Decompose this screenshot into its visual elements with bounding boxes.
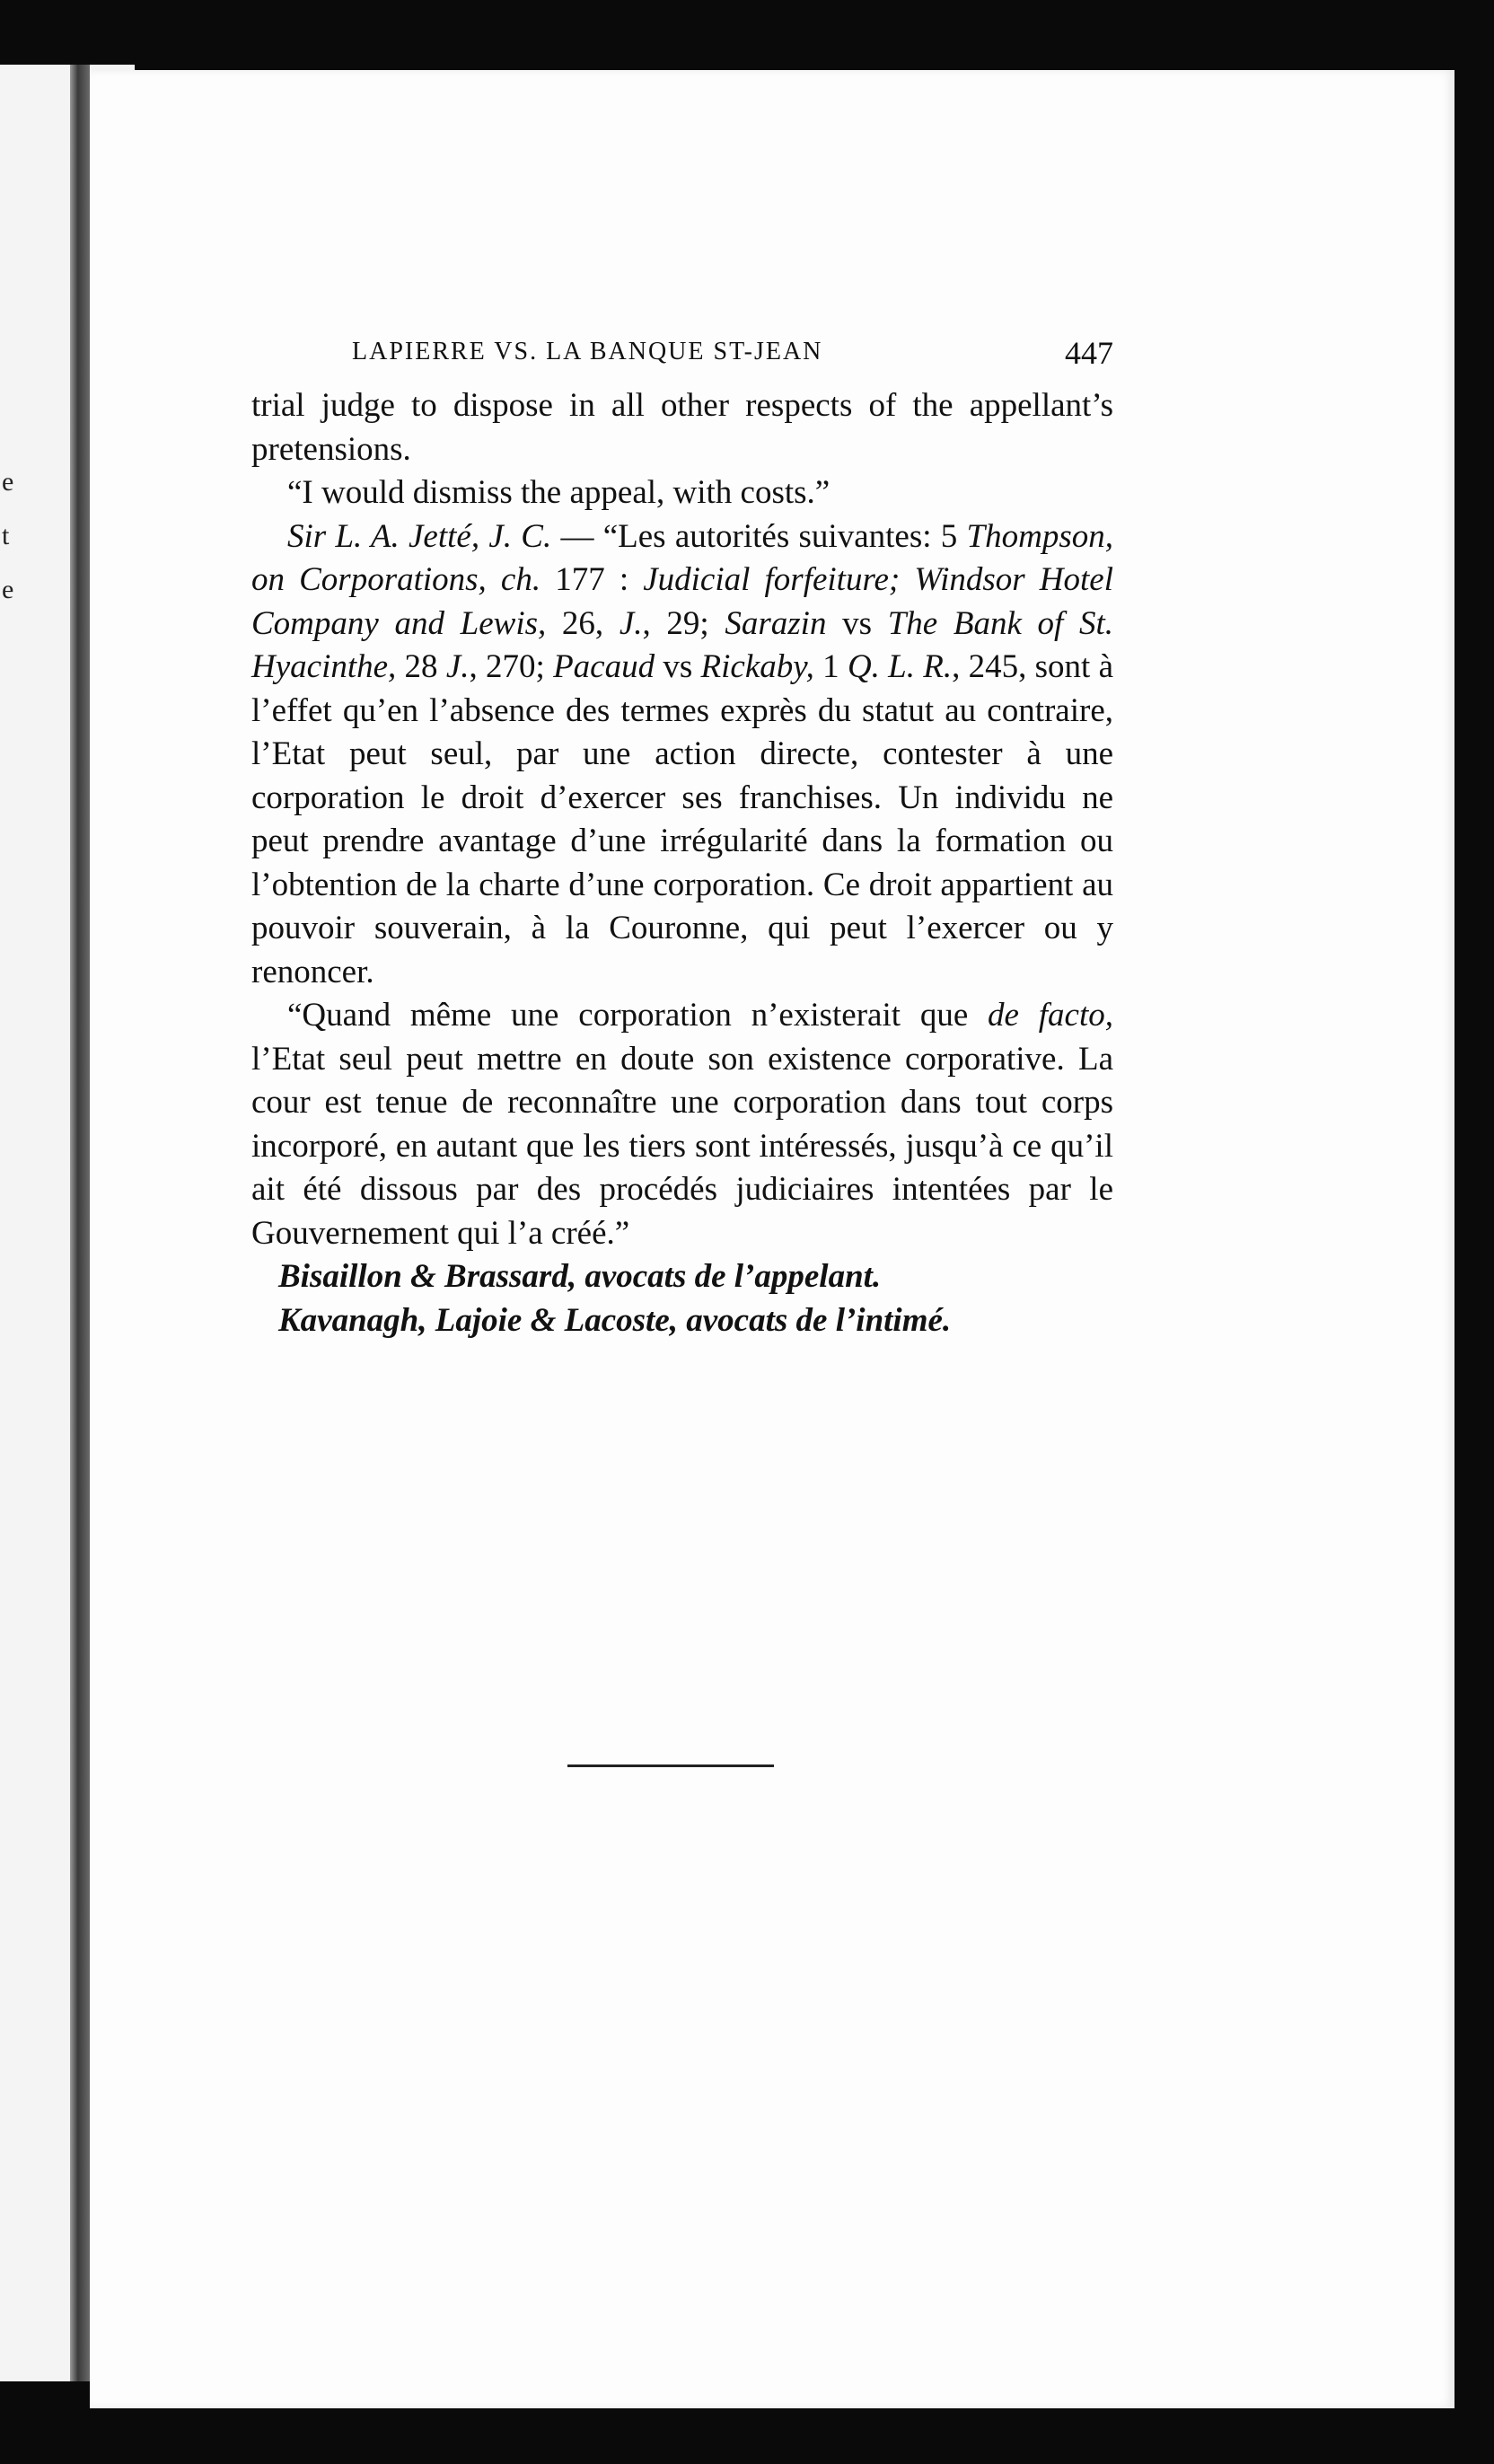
paragraph xyxy=(251,515,1113,995)
citation: Sarazin xyxy=(725,604,827,642)
citation: Rickaby, xyxy=(700,648,814,685)
facing-page-letter: e xyxy=(2,467,14,497)
end-rule xyxy=(567,1764,774,1767)
page-body xyxy=(251,384,1113,1342)
speaker-name: Sir L. A. Jetté, J. C. xyxy=(287,517,552,555)
citation: The Bank of St. Hyacinthe, xyxy=(251,604,1114,685)
citation: J. xyxy=(619,604,643,642)
text-run: vs xyxy=(655,648,701,685)
text-run: 26, xyxy=(546,604,620,642)
citation: Q. L. R. xyxy=(847,648,953,685)
text-run: l’Etat seul peut mettre en doute son existence corporative. La cour est tenue de reconnaître une corporation dans tout corps incorporé, en autant que les tiers sont intéressés, jusqu’à ce qu’il ait été dissous par des procédés judiciaires intentées par le Gouvernement qui l’a créé.” xyxy=(251,1040,1113,1252)
paragraph: trial judge to dispose in all other respects of the appellant’s pretensions. xyxy=(251,387,1113,468)
text-run: vs xyxy=(826,604,888,642)
text-run: , 270; xyxy=(469,648,554,685)
facing-page-letter: t xyxy=(2,521,10,550)
text-run: “Quand même une corporation n’existerait que xyxy=(287,997,989,1034)
counsel-respondent: Kavanagh, Lajoie & Lacoste, avocats de l’intimé. xyxy=(278,1301,952,1339)
citation: J. xyxy=(445,648,470,685)
text-run: 28 xyxy=(396,648,446,685)
citation: Pacaud xyxy=(553,648,655,685)
paragraph: “I would dismiss the appeal, with costs.” xyxy=(287,474,830,511)
counsel-appellant: Bisaillon & Brassard, avocats de l’appelant. xyxy=(278,1258,882,1295)
text-run: — “Les autorités suivantes: 5 xyxy=(551,517,967,555)
running-title: LAPIERRE VS. LA BANQUE ST-JEAN xyxy=(352,338,823,365)
paragraph xyxy=(251,994,1113,1255)
text-run: , 29; xyxy=(642,604,725,642)
citation: Thompson, on Corporations, ch. xyxy=(251,517,1113,598)
book-gutter xyxy=(70,65,90,2381)
text-run: , 245, sont à l’effet qu’en l’absence des termes exprès du statut au contraire, l’Etat peut seul, par une action directe, contester à une corporation le droit d’exercer ses franchises. Un individu ne peut prendre avantage d’une irrégularité dans la formation ou l’obtention de la charte d’une corporation. Ce droit appartient au pouvoir souverain, à la Couronne, qui peut l’exercer ou y renoncer. xyxy=(251,648,1114,990)
citation: Judicial forfeiture; Windsor Hotel Company and Lewis, xyxy=(251,561,1114,642)
facing-page-letter: e xyxy=(2,575,14,604)
text-run: 1 xyxy=(813,648,848,685)
latin-term: de facto, xyxy=(988,997,1113,1034)
page-number: 447 xyxy=(1065,335,1113,371)
text-run: 177 : xyxy=(540,561,644,598)
